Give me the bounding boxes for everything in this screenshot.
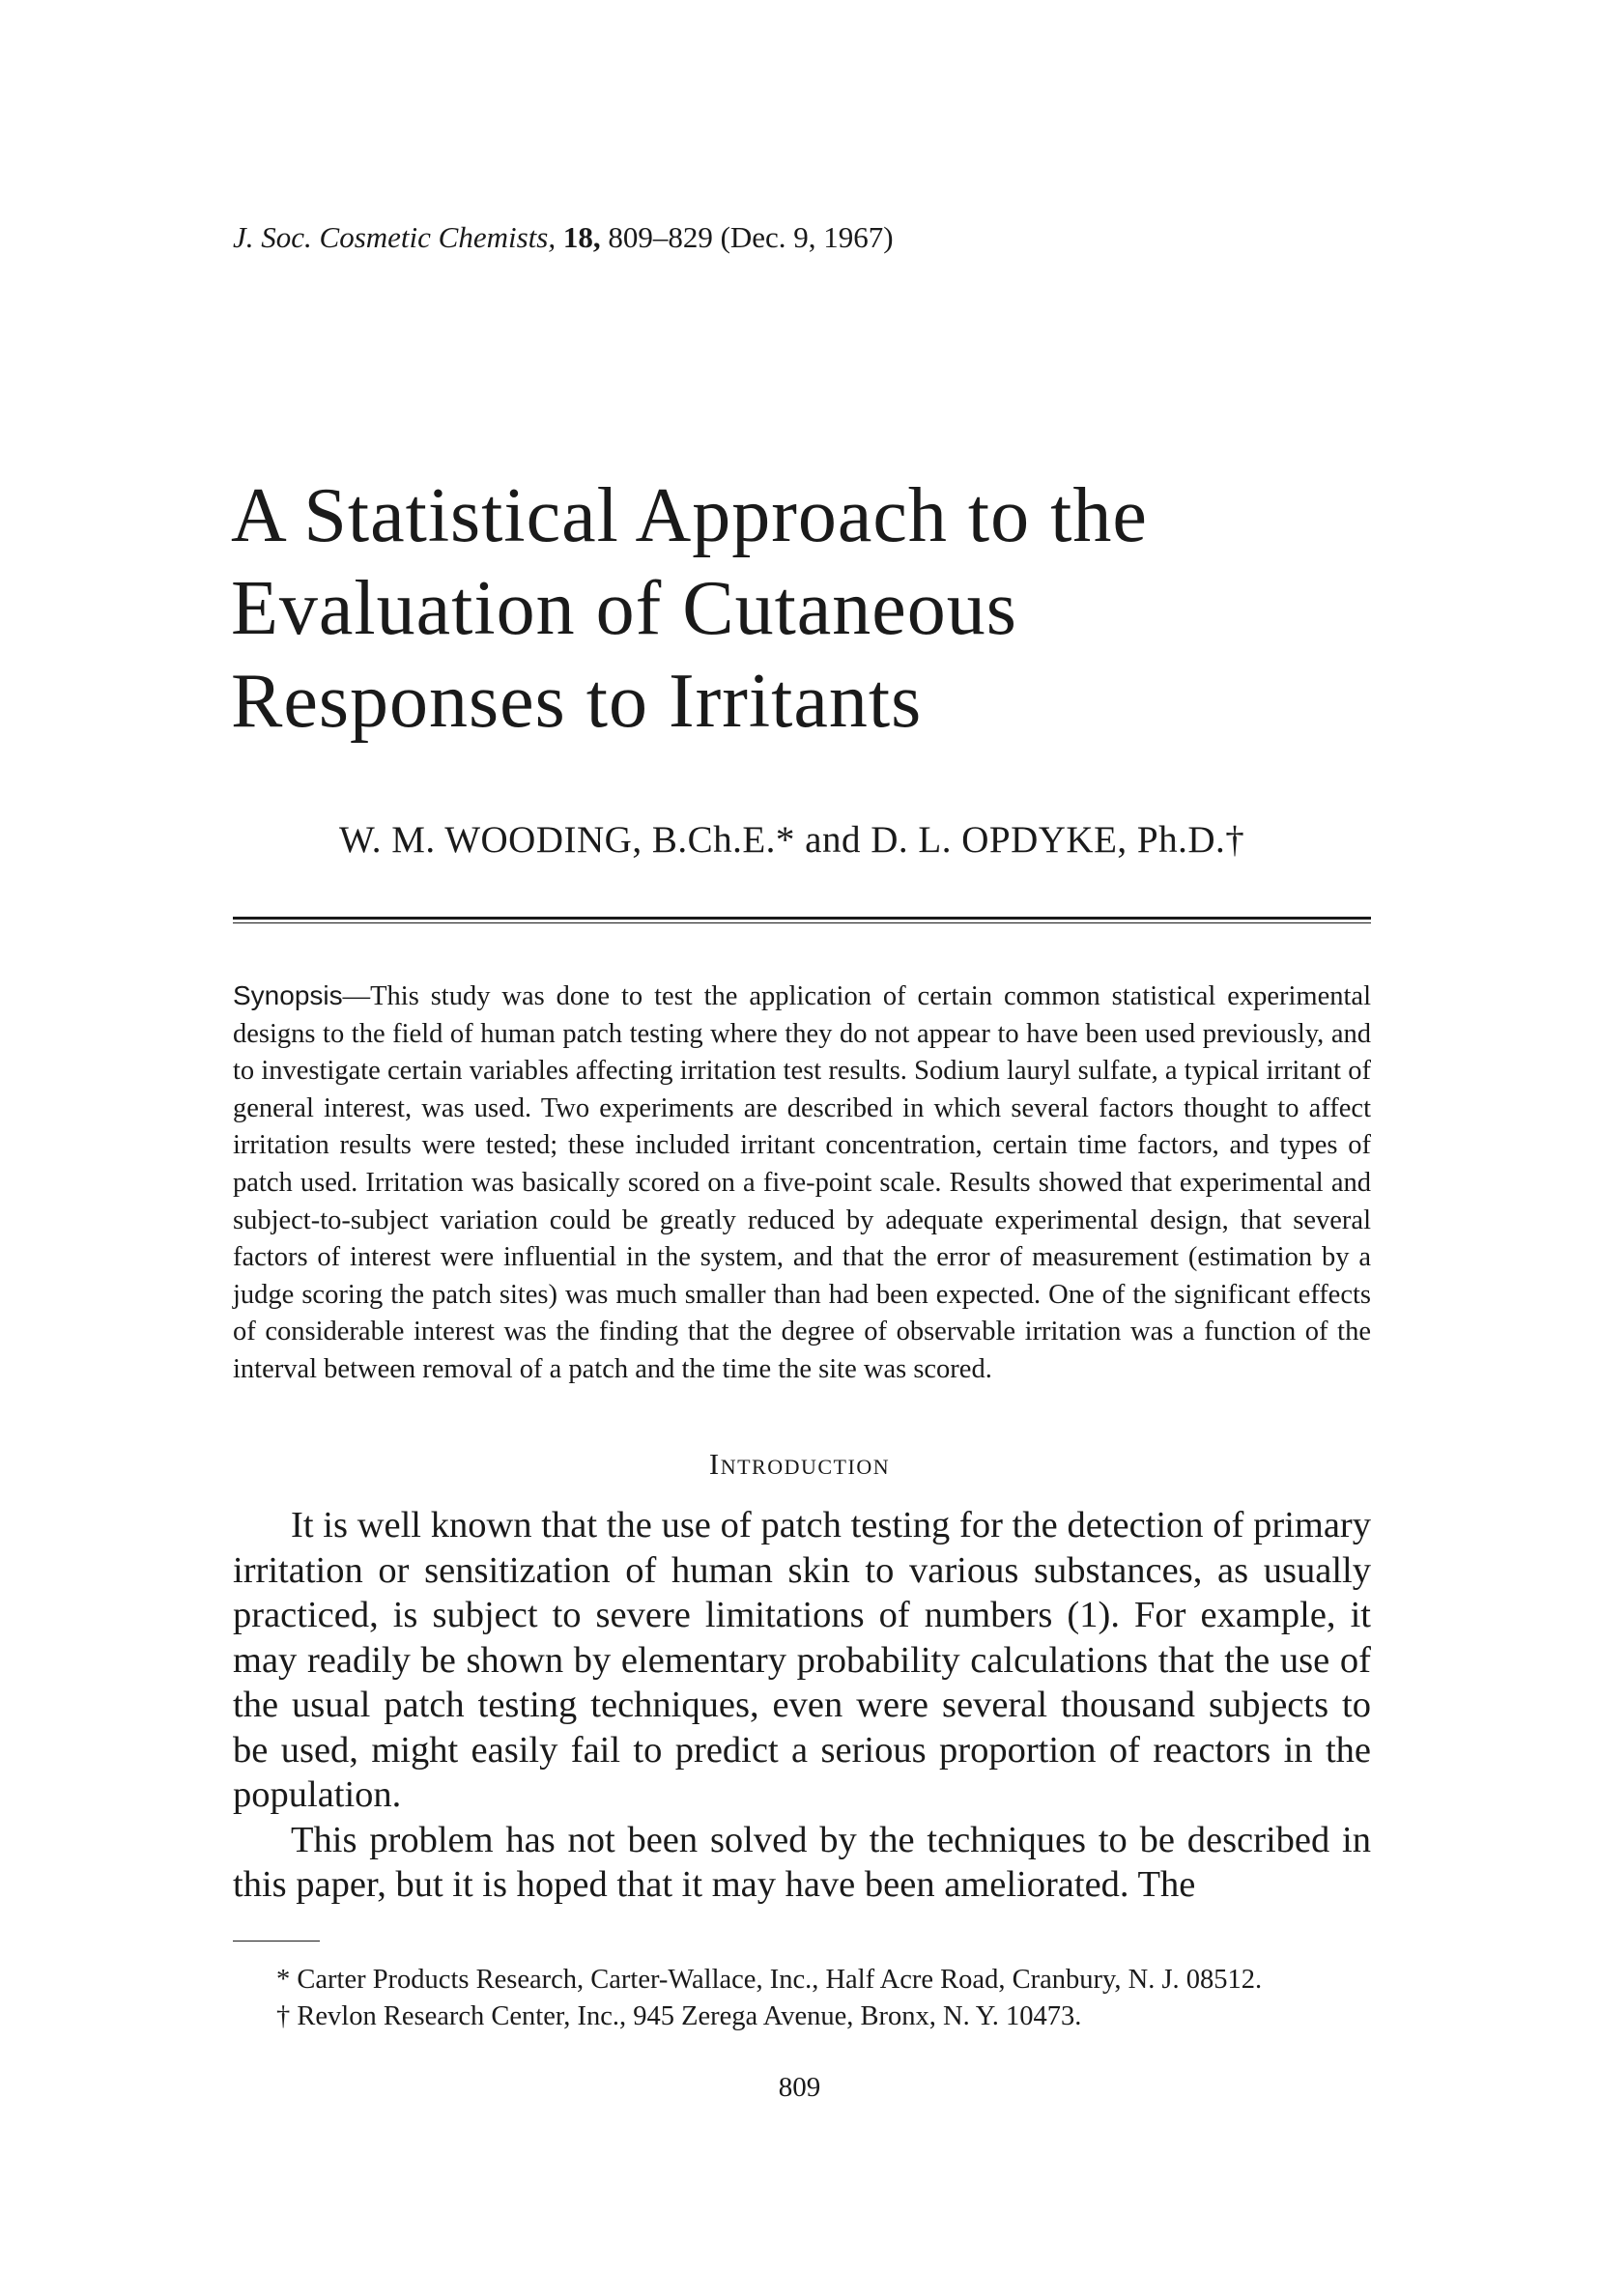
body-paragraph: It is well known that the use of patch testing for the detection of primary irritation or sensitization of human skin to various substances, as usually practiced, is subject to severe limitations of numbers (1). For example, it may readily be shown by elementary probability calculations that the use of the usual patch testing techniques, even were several thousand subjects to be used, might easily fail to predict a serious proportion of reactors in the population. (233, 1505, 1371, 1815)
journal-citation (233, 218, 1392, 257)
synopsis-text: —This study was done to test the application of certain common statistical experimental designs to the field of human patch testing where they do not appear to have been used previously, and to investigate certain variables affecting irritation test results. Sodium lauryl sulfate, a typical irritant of general interest, was used. Two experiments are described in which several factors thought to affect irritation results were tested; these included irritant concentration, certain time factors, and types of patch used. Irritation was basically scored on a five-point scale. Results showed that experimental and subject-to-subject variation could be greatly reduced by adequate experimental design, that several factors of interest were influential in the system, and that the error of measurement (estimation by a judge scoring the patch sites) was much smaller than had been expected. One of the significant effects of considerable interest was the finding that the degree of observable irritation was a function of the interval between removal of a patch and the time the site was scored. (233, 981, 1371, 1384)
section-heading: Introduction (708, 1447, 891, 1481)
footnote: † Revlon Research Center, Inc., 945 Zerega Avenue, Bronx, N. Y. 10473. (276, 2001, 1082, 2031)
journal-volume: 18, (562, 220, 601, 254)
title-line: Responses to Irritants (231, 659, 923, 744)
divider-rule (233, 922, 1371, 923)
page-number: 809 (778, 2072, 821, 2103)
journal-pages-date: 809–829 (Dec. 9, 1967) (608, 220, 894, 254)
body-text (233, 1503, 1371, 1908)
footnotes (233, 1962, 1392, 2035)
synopsis-heading: Synopsis (233, 980, 343, 1010)
author-line: W. M. WOODING, B.Ch.E.* and D. L. OPDYKE, Ph.D.† (339, 819, 1245, 861)
paper-title (231, 469, 1390, 748)
body-paragraph: This problem has not been solved by the techniques to be described in this paper, but it is hoped that it may have been ameliorated. The (233, 1819, 1371, 1905)
title-line: A Statistical Approach to the (231, 473, 1148, 558)
divider-rule (233, 917, 1371, 920)
synopsis-paragraph (233, 978, 1371, 1389)
journal-name: J. Soc. Cosmetic Chemists, (233, 220, 557, 254)
footnote: * Carter Products Research, Carter-Wallace, Inc., Half Acre Road, Cranbury, N. J. 08512. (276, 1965, 1263, 1995)
footnote-rule (233, 1941, 320, 1942)
title-line: Evaluation of Cutaneous (231, 566, 1017, 651)
